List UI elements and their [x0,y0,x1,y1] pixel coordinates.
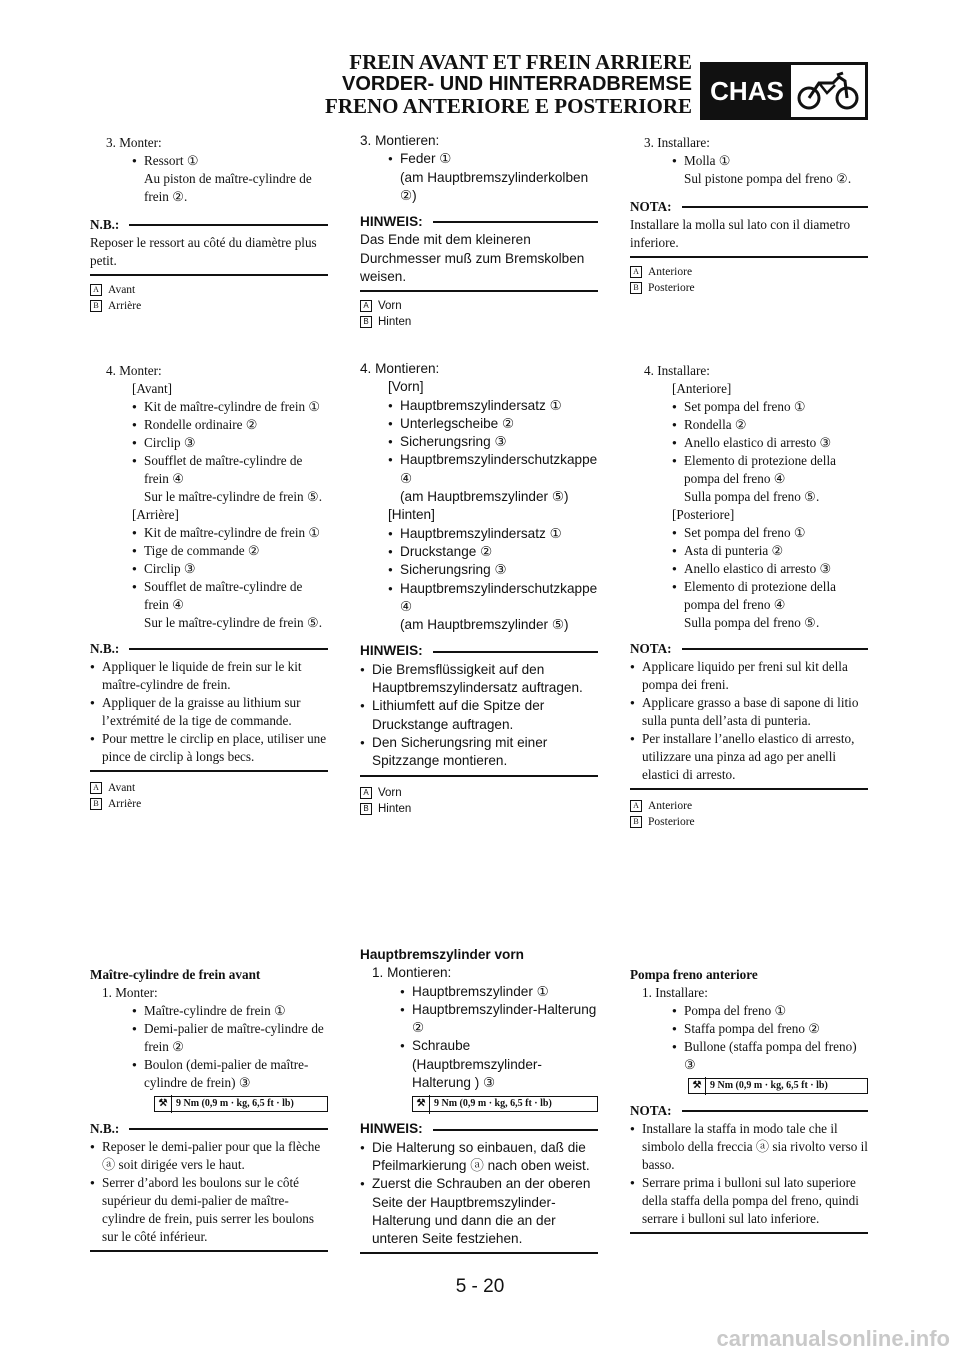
it-s4-legend-a [630,798,868,814]
fr-m-b1: ● Maître-cylindre de frein ① [132,1002,328,1020]
fr-section-3 [90,134,328,314]
de-m-heading: Hauptbremszylinder vorn [360,947,524,962]
fr-s4-n2: ● Appliquer de la graisse au lithium sur l’extrémité de la tige de commande. [90,694,328,730]
legend-mark: A [90,782,102,794]
legend-text: Arrière [108,798,142,810]
it-m-b3: ● Bullone (staffa pompa del freno) ③ [672,1038,868,1074]
legend-mark: B [630,282,642,294]
de-s4-front: [Vorn] [388,379,424,395]
fr-s3-legend-a [90,282,328,298]
fr-s4-f4-detail: Sur le maître-cylindre de frein ⑤. [144,489,323,504]
legend-mark: B [90,798,102,810]
fr-s3-note-heading: N.B.: [90,216,328,234]
it-s4-f4: ● Elemento di protezione della pompa del freno ④ [672,452,868,488]
it-s4-front: [Anteriore] [672,381,732,396]
de-s4-n1: ● Die Bremsflüssigkeit auf den Hauptbremszylindersatz auftragen. [360,661,598,698]
fr-m-torque [154,1096,328,1112]
fr-s4-step: 4. Monter: [106,363,162,378]
it-s4-r3: ● Anello elastico di arresto ③ [672,560,868,578]
de-s3-note: Das Ende mit dem kleineren Durchmesser muß zum Bremskolben weisen. [360,232,585,285]
it-m-step: 1. Installare: [642,985,708,1000]
torque-value: 9 Nm (0,9 m · kg, 6,5 ft · lb) [434,1098,552,1110]
it-s4-n3: ● Per installare l’anello elastico di arresto, utilizzare una pinza ad ago per anelli elastici di arresto. [630,730,868,784]
de-s4-r4-detail: (am Hauptbremszylinder ⑤) [400,617,569,633]
legend-text: Posteriore [648,282,695,294]
de-m-b2: ● Hauptbremszylinder-Halterung ② [400,1001,598,1038]
de-s4-legend-a [360,785,598,801]
it-s4-r2: ● Asta di punteria ② [672,542,868,560]
fr-s4-r1: ● Kit de maître-cylindre de frein ① [132,524,328,542]
fr-s4-n3: ● Pour mettre le circlip en place, utiliser une pince de circlip à longs becs. [90,730,328,766]
fr-m-n2: ● Serrer d’abord les boulons sur le côté supérieur du demi-palier de maître-cylindre de frein, puis serrer les boulons sur le côté inférieur. [90,1174,328,1246]
note-rule [90,770,328,772]
it-m-torque [688,1078,868,1094]
fr-s4-f2: ● Rondelle ordinaire ② [132,416,328,434]
torque-wrench-icon: ⚒ [155,1095,172,1113]
de-section-4 [360,360,598,817]
fr-s3-bullet-1: ● Ressort ① [132,152,328,170]
footer-watermark: carmanualsonline.info [716,1326,950,1351]
torque-wrench-icon: ⚒ [689,1077,706,1095]
note-rule [630,1232,868,1234]
it-s4-rear: [Posteriore] [672,507,735,522]
it-s4-f4-detail: Sulla pompa del freno ⑤. [684,489,820,504]
de-s4-r3: ● Sicherungsring ③ [388,561,598,579]
de-s4-f4-detail: (am Hauptbremszylinder ⑤) [400,489,569,505]
fr-s3-step: 3. Monter: [106,135,162,150]
page-number: 5 - 20 [455,1276,505,1297]
legend-text: Avant [108,782,136,794]
it-s3-bullet-1: ● Molla ① [672,152,868,170]
fr-master-cylinder [90,966,328,1252]
it-s3-note-heading: NOTA: [630,198,868,216]
fr-s4-f3: ● Circlip ③ [132,434,328,452]
de-m-b3: ● Schraube (Hauptbremszylinder-Halterung ) ③ [400,1037,598,1092]
torque-wrench-icon: ⚒ [413,1095,430,1113]
it-s4-note-heading: NOTA: [630,640,868,658]
de-m-note-heading: HINWEIS: [360,1120,598,1138]
de-s4-f4: ● Hauptbremszylinderschutzkappe ④ [388,451,598,488]
motorcycle-icon [791,65,865,117]
legend-text: Vorn [378,300,402,313]
it-s3-legend-b [630,280,868,296]
it-s3-step: 3. Installare: [644,135,710,150]
de-s4-r2: ● Druckstange ② [388,543,598,561]
de-m-n2: ● Zuerst die Schrauben an der oberen Seite der Hauptbremszylinder-Halterung und dann die an der unteren Seite festziehen. [360,1175,598,1248]
torque-value: 9 Nm (0,9 m · kg, 6,5 ft · lb) [176,1098,294,1109]
legend-mark: B [360,803,372,815]
section-label: CHAS [703,65,791,117]
legend-mark: A [630,266,642,278]
it-m-b1: ● Pompa del freno ① [672,1002,868,1020]
header-title-it: FRENO ANTERIORE E POSTERIORE [325,94,692,118]
de-s4-r1: ● Hauptbremszylindersatz ① [388,525,598,543]
fr-m-heading: Maître-cylindre de frein avant [90,967,261,982]
it-s4-f3: ● Anello elastico di arresto ③ [672,434,868,452]
de-m-n1: ● Die Halterung so einbauen, daß die Pfeilmarkierung ⓐ nach oben weist. [360,1139,598,1176]
fr-m-step: 1. Monter: [102,985,158,1000]
header-title-fr: FREIN AVANT ET FREIN ARRIERE [349,50,692,74]
fr-s4-front: [Avant] [132,381,173,396]
it-s4-n2: ● Applicare grasso a base di sapone di litio sulla punta dell’asta di punteria. [630,694,868,730]
de-s4-rear: [Hinten] [388,507,435,523]
it-s3-note: Installare la molla sul lato con il diametro inferiore. [630,217,851,250]
de-s3-bullet-1: ● Feder ① [388,150,598,168]
de-s3-bullet-1-detail: (am Hauptbremszylinderkolben ②) [400,169,589,203]
de-m-torque [412,1096,598,1112]
de-s4-legend-b [360,801,598,817]
de-s4-note-heading: HINWEIS: [360,642,598,660]
it-m-note-heading: NOTA: [630,1102,868,1120]
de-s4-f2: ● Unterlegscheibe ② [388,415,598,433]
legend-text: Hinten [378,316,412,329]
it-s4-step: 4. Installare: [644,363,710,378]
fr-section-4 [90,362,328,812]
fr-m-b3: ● Boulon (demi-palier de maître-cylindre de frein) ③ [132,1056,328,1092]
it-s3-bullet-1-detail: Sul pistone pompa del freno ②. [684,171,852,186]
note-rule [360,290,598,292]
fr-s4-f4: ● Soufflet de maître-cylindre de frein ④ [132,452,328,488]
fr-s4-legend-b [90,796,328,812]
it-s4-r4: ● Elemento di protezione della pompa del freno ④ [672,578,868,614]
it-m-n1: ● Installare la staffa in modo tale che il simbolo della freccia ⓐ sia rivolto verso il basso. [630,1120,868,1174]
it-s4-f1: ● Set pompa del freno ① [672,398,868,416]
de-s4-r4: ● Hauptbremszylinderschutzkappe ④ [388,580,598,617]
it-m-heading: Pompa freno anteriore [630,967,758,982]
note-rule [630,788,868,790]
de-s3-step: 3. Montieren: [360,133,440,148]
fr-s4-r2: ● Tige de commande ② [132,542,328,560]
de-m-step: 1. Montieren: [372,965,452,981]
fr-m-n1: ● Reposer le demi-palier pour que la flèche ⓐ soit dirigée vers le haut. [90,1138,328,1174]
de-section-3 [360,132,598,330]
legend-text: Posteriore [648,816,695,828]
note-rule [360,775,598,777]
legend-text: Vorn [378,786,402,799]
de-s3-legend-a [360,298,598,314]
fr-s4-rear: [Arrière] [132,507,179,522]
fr-s3-legend-b [90,298,328,314]
it-s4-r4-detail: Sulla pompa del freno ⑤. [684,615,820,630]
fr-s4-note-heading: N.B.: [90,640,328,658]
de-s3-note-heading: HINWEIS: [360,213,598,231]
it-m-b2: ● Staffa pompa del freno ② [672,1020,868,1038]
legend-text: Arrière [108,300,142,312]
legend-mark: A [630,800,642,812]
header-title-de: VORDER- UND HINTERRADBREMSE [341,73,692,95]
legend-mark: A [360,300,372,312]
de-s3-legend-b [360,314,598,330]
it-s4-legend-b [630,814,868,830]
legend-mark: B [630,816,642,828]
fr-m-note-heading: N.B.: [90,1120,328,1138]
fr-m-b2: ● Demi-palier de maître-cylindre de frein ② [132,1020,328,1056]
fr-s4-r4: ● Soufflet de maître-cylindre de frein ④ [132,578,328,614]
fr-s4-r3: ● Circlip ③ [132,560,328,578]
de-s4-step: 4. Montieren: [360,361,440,376]
it-m-n2: ● Serrare prima i bulloni sul lato superiore della staffa della pompa del freno, quindi serrare i bulloni sul lato inferiore. [630,1174,868,1228]
it-s4-f2: ● Rondella ② [672,416,868,434]
note-rule [630,256,868,258]
de-m-b1: ● Hauptbremszylinder ① [400,983,598,1001]
it-s4-n1: ● Applicare liquido per freni sul kit della pompa dei freni. [630,658,868,694]
fr-s3-bullet-1-detail: Au piston de maître-cylindre de frein ②. [144,171,312,204]
legend-mark: B [90,300,102,312]
torque-value: 9 Nm (0,9 m · kg, 6,5 ft · lb) [710,1080,828,1091]
section-badge [700,62,868,120]
de-s4-n2: ● Lithiumfett auf die Spitze der Druckstange auftragen. [360,697,598,734]
de-s4-f3: ● Sicherungsring ③ [388,433,598,451]
fr-s3-note: Reposer le ressort au côté du diamètre plus petit. [90,235,317,268]
note-rule [90,274,328,276]
fr-s4-r4-detail: Sur le maître-cylindre de frein ⑤. [144,615,323,630]
legend-mark: B [360,316,372,328]
note-rule [360,1252,598,1254]
de-s4-n3: ● Den Sicherungsring mit einer Spitzzange montieren. [360,734,598,771]
fr-s4-f1: ● Kit de maître-cylindre de frein ① [132,398,328,416]
legend-text: Avant [108,284,136,296]
fr-s4-n1: ● Appliquer le liquide de frein sur le kit maître-cylindre de frein. [90,658,328,694]
de-s4-f1: ● Hauptbremszylindersatz ① [388,397,598,415]
legend-text: Anteriore [648,800,693,812]
it-master-cylinder [630,966,868,1234]
de-master-cylinder [360,946,598,1254]
it-section-3 [630,134,868,296]
it-section-4 [630,362,868,830]
it-s4-r1: ● Set pompa del freno ① [672,524,868,542]
fr-s4-legend-a [90,780,328,796]
legend-mark: A [90,284,102,296]
legend-text: Hinten [378,802,412,815]
note-rule [90,1250,328,1252]
legend-mark: A [360,787,372,799]
legend-text: Anteriore [648,266,693,278]
it-s3-legend-a [630,264,868,280]
